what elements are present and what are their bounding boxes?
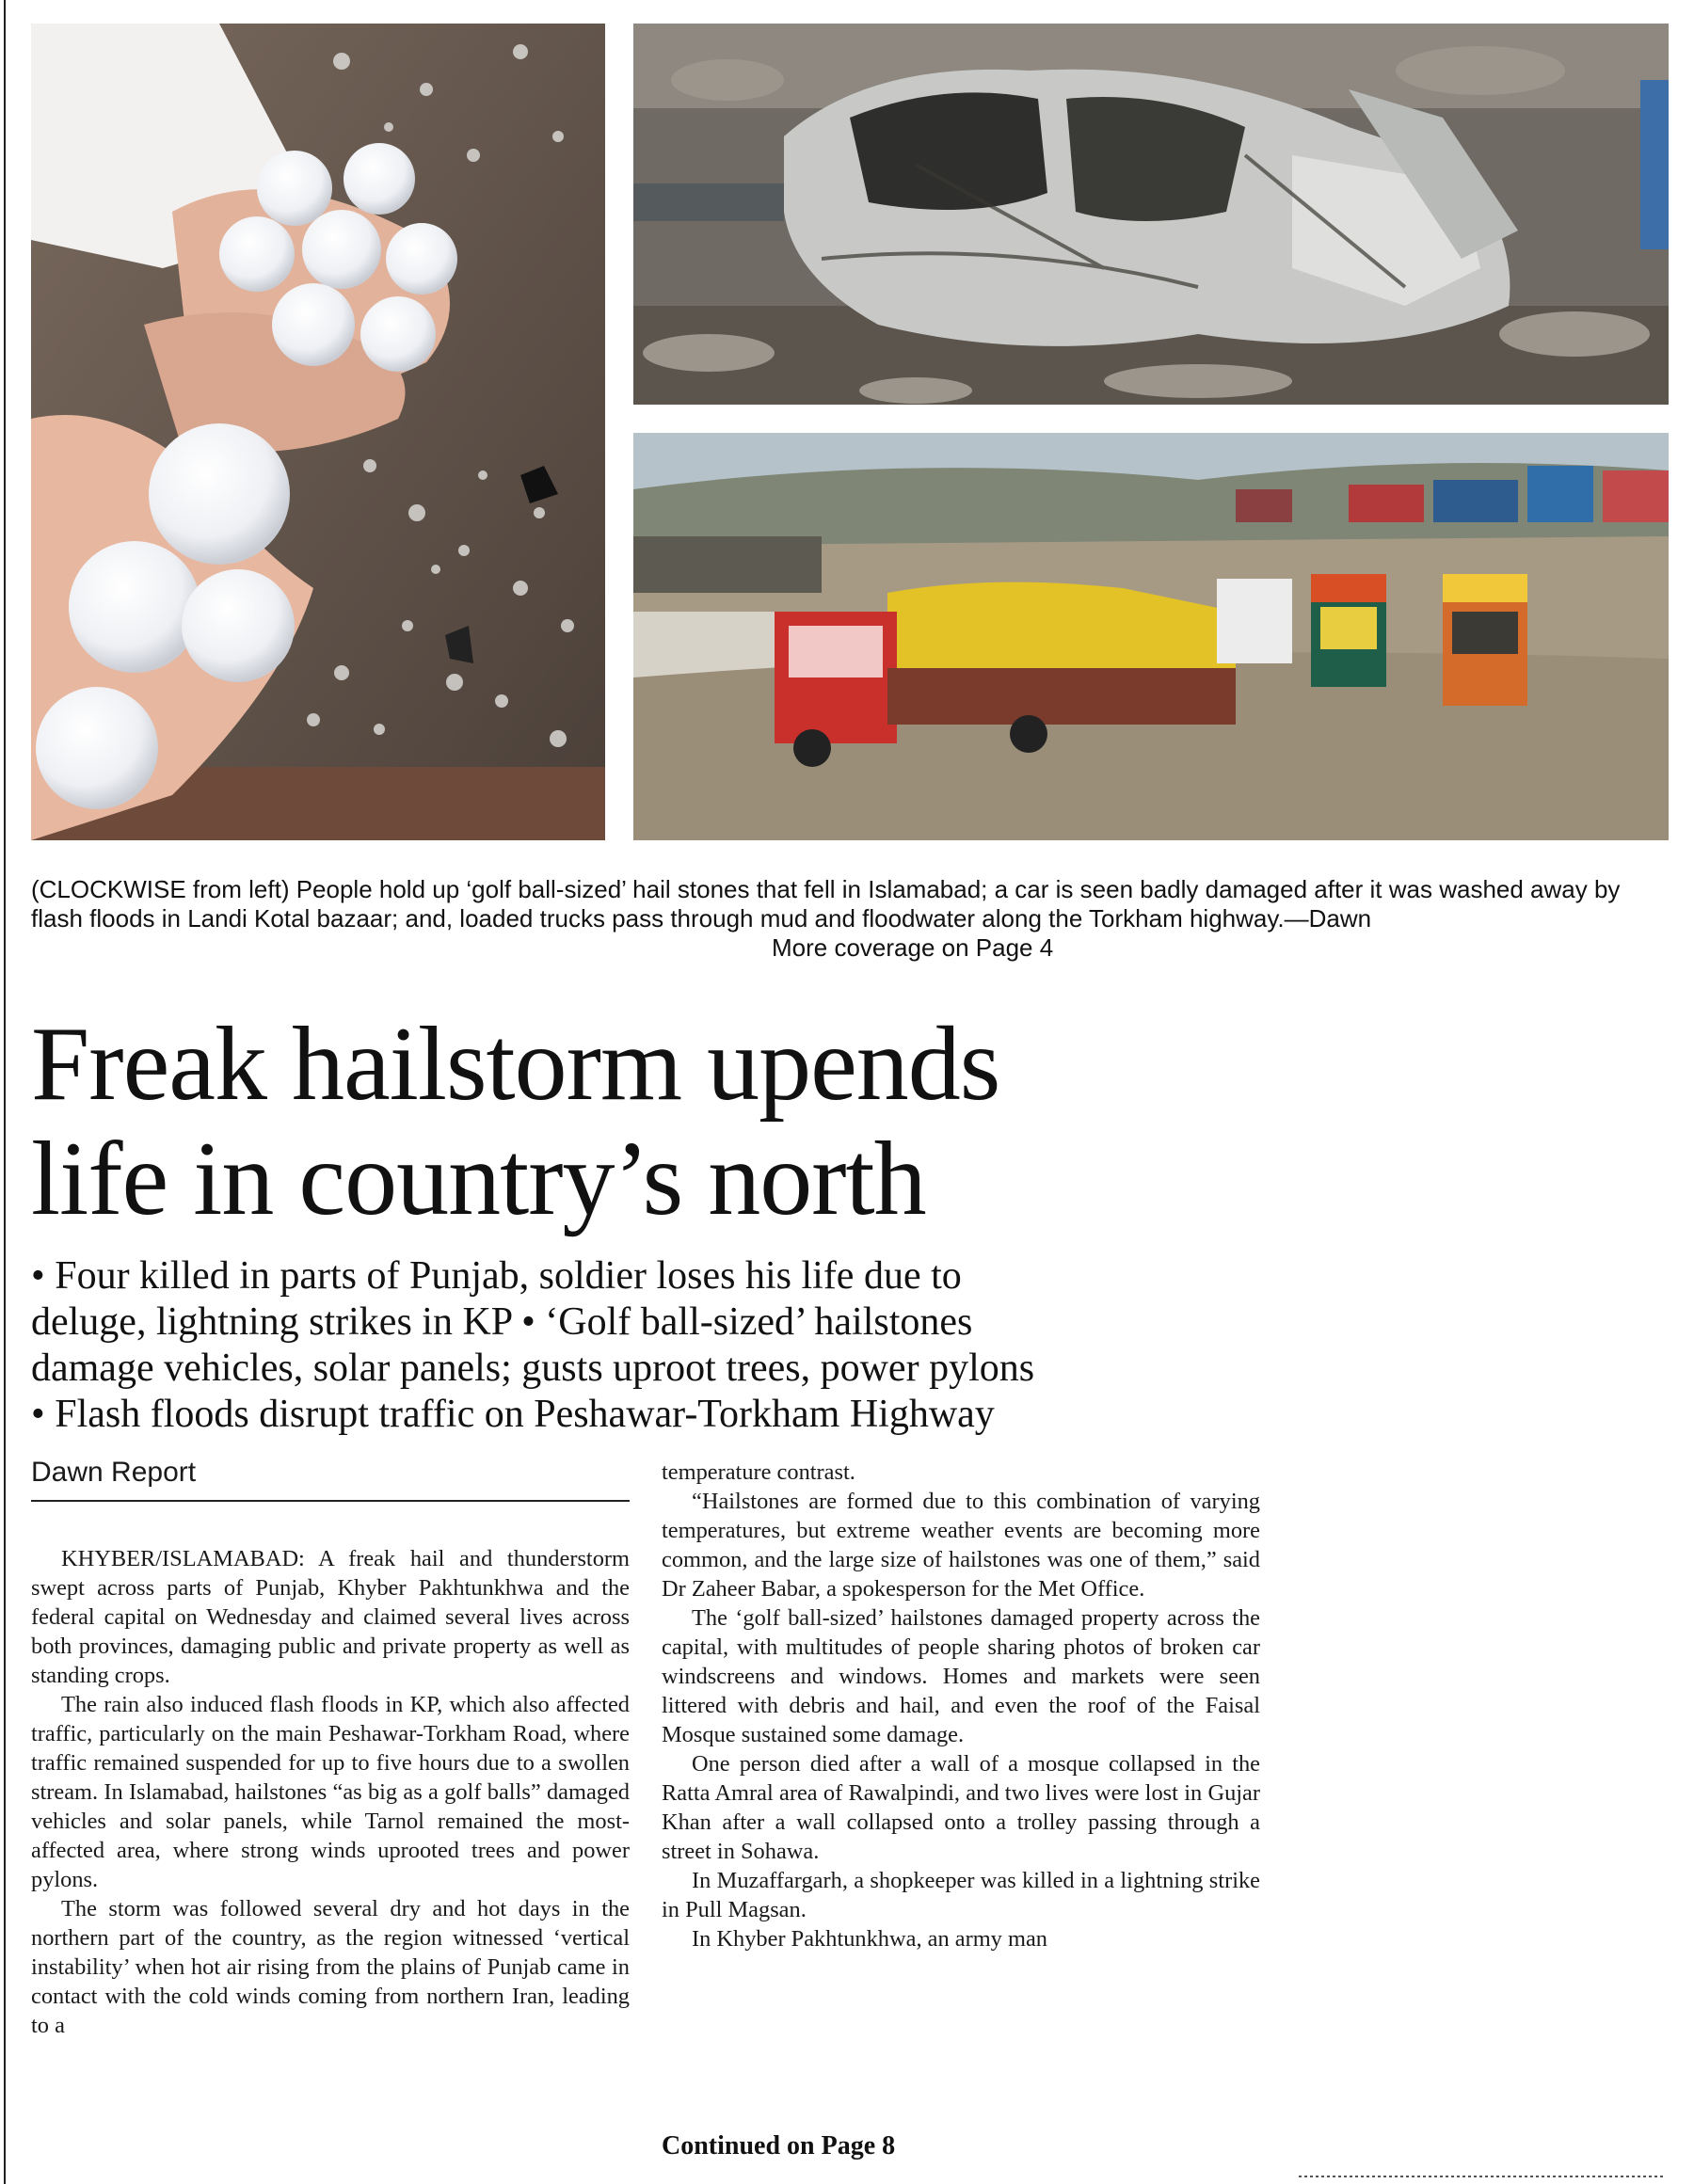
photo-caption xyxy=(31,875,1669,962)
article-paragraph: The storm was followed several dry and hot days in the northern part of the country, as the region witnessed ‘vertical instability’ when hot air rising from the plains of Punjab came in contact with the cold winds coming from northern Iran, leading to a xyxy=(31,1896,630,2038)
trucks-floodwater-photo-illustration xyxy=(633,433,1669,840)
wrecked-car-photo xyxy=(633,24,1669,405)
page-footer-dots xyxy=(1299,2174,1666,2179)
page-edge-rule xyxy=(4,0,6,2184)
article-paragraph: The ‘golf ball-sized’ hailstones damaged property across the capital, with multitudes of people sharing photos of broken car windscreens and windows. Homes and markets were seen littered with debris and hail, and even the roof of the Faisal Mosque sustained some damage. xyxy=(662,1605,1260,1747)
article-paragraph: In Khyber Pakhtunkhwa, an army man xyxy=(692,1926,1047,1952)
headline-line-1: Freak hailstorm upends xyxy=(31,1006,1000,1123)
trucks-floodwater-photo xyxy=(633,433,1669,840)
caption-text: (CLOCKWISE from left) People hold up ‘golf ball-sized’ hail stones that fell in Islamabad; a car is seen badly damaged after it was washed away by flash floods in Landi Kotal bazaar; and, loaded trucks pass through mud and floodwater along the Torkham highway.—Dawn xyxy=(31,875,1621,933)
hailstones-photo xyxy=(31,24,605,840)
more-coverage-note: More coverage on Page 4 xyxy=(772,933,1054,962)
subheadline-deck xyxy=(31,1253,1292,1438)
article-paragraph: In Muzaffargarh, a shopkeeper was killed in a lightning strike in Pull Magsan. xyxy=(662,1868,1260,1922)
article-paragraph-continuation: temperature contrast. xyxy=(662,1459,855,1485)
deck-line: • Flash floods disrupt traffic on Peshawar-Torkham Highway xyxy=(31,1393,995,1436)
wrecked-car-photo-illustration xyxy=(633,24,1669,405)
byline: Dawn Report xyxy=(31,1455,630,1502)
headline xyxy=(31,1007,1255,1236)
article-column-2 xyxy=(662,1458,1260,1953)
article-paragraph: KHYBER/ISLAMABAD: A freak hail and thunderstorm swept across parts of Punjab, Khyber Pakhtunkhwa and the federal capital on Wednesday and claimed several lives across both provinces, damaging public and private property as well as standing crops. xyxy=(31,1546,630,1688)
hailstones-photo-illustration xyxy=(31,24,605,840)
article-column-1 xyxy=(31,1544,630,2040)
headline-line-2: life in country’s north xyxy=(31,1121,926,1237)
deck-line: damage vehicles, solar panels; gusts uproot trees, power pylons xyxy=(31,1347,1035,1390)
deck-line: deluge, lightning strikes in KP • ‘Golf ball-sized’ hailstones xyxy=(31,1300,973,1344)
article-paragraph: One person died after a wall of a mosque collapsed in the Ratta Amral area of Rawalpindi, and two lives were lost in Gujar Khan after a wall collapsed onto a trolley passing through a street in Sohawa. xyxy=(662,1751,1260,1864)
deck-line: • Four killed in parts of Punjab, soldier loses his life due to xyxy=(31,1254,962,1298)
continued-on-page-link[interactable]: Continued on Page 8 xyxy=(662,2131,896,2160)
article-paragraph: The rain also induced flash floods in KP, which also affected traffic, particularly on the main Peshawar-Torkham Road, where traffic remained suspended for up to five hours due to a swollen stream. In Islamabad, hailstones “as big as a golf balls” damaged vehicles and solar panels, while Tarnol remained the most-affected area, where strong winds uprooted trees and power pylons. xyxy=(31,1692,630,1892)
article-paragraph: “Hailstones are formed due to this combination of varying temperatures, but extreme weather events are becoming more common, and the large size of hailstones was one of them,” said Dr Zaheer Babar, a spokesperson for the Met Office. xyxy=(662,1489,1260,1602)
